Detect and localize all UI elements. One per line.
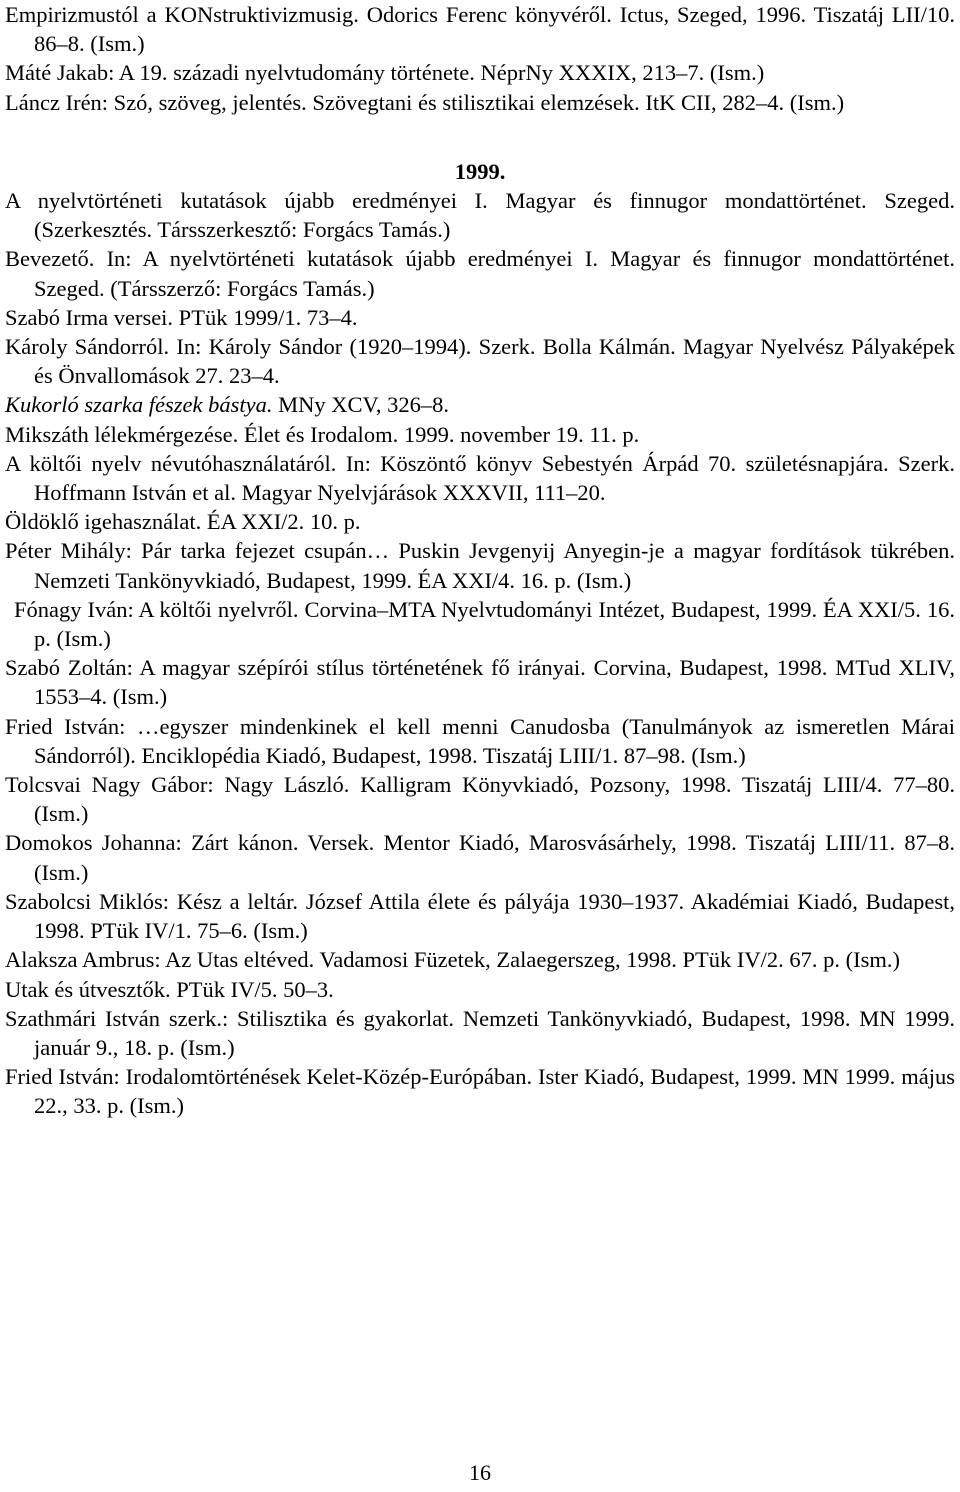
document-page (5, 0, 955, 1121)
bibliography-entry (5, 390, 955, 419)
bibliography-entry: Empirizmustól a KONstruktivizmusig. Odorics Ferenc könyvéről. Ictus, Szeged, 1996. Tiszatáj LII/10. 86–8. (Ism.) (5, 2, 955, 57)
bibliography-entry: A nyelvtörténeti kutatások újabb eredményei I. Magyar és finnugor mondattörténet. Szeged. (Szerkesztés. Társszerkesztő: Forgács Tamás.) (5, 188, 955, 243)
bibliography-entry: Fried István: Irodalomtörténések Kelet-Közép-Európában. Ister Kiadó, Budapest, 1999. MN 1999. május 22., 33. p. (Ism.) (5, 1064, 955, 1119)
bibliography-entry: Alaksza Ambrus: Az Utas eltéved. Vadamosi Füzetek, Zalaegerszeg, 1998. PTük IV/2. 67. p. (Ism.) (5, 947, 901, 973)
entry-rest: MNy XCV, 326–8. (272, 392, 449, 418)
page-number: 16 (469, 1460, 491, 1485)
bibliography-entry: Láncz Irén: Szó, szöveg, jelentés. Szövegtani és stilisztikai elemzések. ItK CII, 282–4. (Ism.) (5, 89, 845, 115)
bibliography-entry: Szathmári István szerk.: Stilisztika és gyakorlat. Nemzeti Tankönyvkiadó, Budapest, 1998. MN 1999. január 9., 18. p. (Ism.) (5, 1005, 955, 1060)
italic-title: Kukorló szarka fészek bástya. (5, 392, 273, 418)
bibliography-entry: Péter Mihály: Pár tarka fejezet csupán… Puskin Jevgenyij Anyegin-je a magyar fordítások tükrében. Nemzeti Tankönyvkiadó, Budapest, 1999. ÉA XXI/4. 16. p. (Ism.) (5, 538, 955, 593)
bibliography-entry: Fónagy Iván: A költői nyelvről. Corvina–MTA Nyelvtudományi Intézet, Budapest, 1999. ÉA XXI/5. 16. p. (Ism.) (14, 596, 955, 652)
bibliography-entry: Szabó Irma versei. PTük 1999/1. 73–4. (5, 304, 358, 330)
bibliography-entry: Szabó Zoltán: A magyar szépírói stílus történetének fő irányai. Corvina, Budapest, 1998. MTud XLIV, 1553–4. (Ism.) (5, 655, 955, 710)
bibliography-entry: Tolcsvai Nagy Gábor: Nagy László. Kalligram Könyvkiadó, Pozsony, 1998. Tiszatáj LIII/4. 77–80. (Ism.) (5, 772, 955, 827)
bibliography-entry: Domokos Johanna: Zárt kánon. Versek. Mentor Kiadó, Marosvásárhely, 1998. Tiszatáj LIII/11. 87–8. (Ism.) (5, 830, 955, 885)
bibliography-entry: Mikszáth lélekmérgezése. Élet és Irodalom. 1999. november 19. 11. p. (5, 421, 640, 447)
bibliography-entry: Utak és útvesztők. PTük IV/5. 50–3. (5, 976, 334, 1002)
bibliography-entry: Szabolcsi Miklós: Kész a leltár. József Attila élete és pályája 1930–1937. Akadémiai Kiadó, Budapest, 1998. PTük IV/1. 75–6. (Ism.) (5, 888, 955, 944)
bibliography-entry: Máté Jakab: A 19. századi nyelvtudomány története. NéprNy XXXIX, 213–7. (Ism.) (5, 60, 765, 86)
bibliography-entry: Bevezető. In: A nyelvtörténeti kutatások újabb eredményei I. Magyar és finnugor mondattörténet. Szeged. (Társszerző: Forgács Tamás.) (5, 246, 955, 301)
bibliography-entry: Fried István: …egyszer mindenkinek el kell menni Canudosba (Tanulmányok az ismeretlen Márai Sándorról). Enciklopédia Kiadó, Budapest, 1998. Tiszatáj LIII/1. 87–98. (Ism.) (5, 713, 955, 768)
bibliography-entry: A költői nyelv névutóhasználatáról. In: Köszöntő könyv Sebestyén Árpád 70. születésnapjára. Szerk. Hoffmann István et al. Magyar Nyelvjárások XXXVII, 111–20. (5, 450, 955, 506)
bibliography-entry: Károly Sándorról. In: Károly Sándor (1920–1994). Szerk. Bolla Kálmán. Magyar Nyelvész Pályaképek és Önvallomások 27. 23–4. (5, 334, 955, 389)
year-heading: 1999. (454, 158, 506, 184)
bibliography-entry: Öldöklő igehasználat. ÉA XXI/2. 10. p. (5, 509, 361, 535)
